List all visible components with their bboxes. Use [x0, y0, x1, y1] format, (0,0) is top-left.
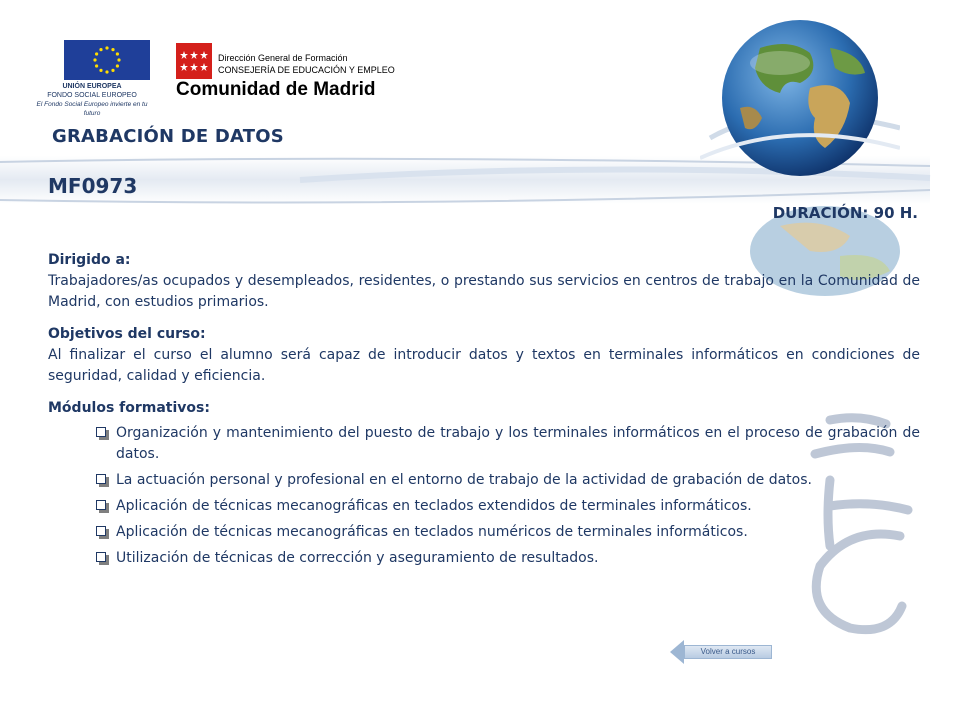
module-text: Aplicación de técnicas mecanográficas en teclados extendidos de terminales informáticos. [116, 498, 752, 514]
eu-line1: UNIÓN EUROPEA [62, 83, 122, 90]
checkbox-bullet-icon [96, 474, 106, 484]
modules-section [48, 398, 920, 569]
target-text: Trabajadores/as ocupados y desempleados, residentes, o prestando sus servicios en centros de trabajo en la Comunidad de Madrid, con estudios primarios. [48, 273, 920, 310]
back-arrow-icon [670, 640, 684, 664]
eu-logo [32, 40, 152, 117]
module-text: La actuación personal y profesional en el entorno de trabajo de la actividad de grabación de datos. [116, 472, 812, 488]
module-text: Aplicación de técnicas mecanográficas en teclados numéricos de terminales informáticos. [116, 524, 748, 540]
course-duration: DURACIÓN: 90 H. [772, 204, 918, 222]
eu-line2: FONDO SOCIAL EUROPEO [47, 92, 137, 99]
eu-line3: El Fondo Social Europeo invierte en tu futuro [36, 101, 148, 117]
checkbox-bullet-icon [96, 552, 106, 562]
checkbox-bullet-icon [96, 427, 106, 437]
module-item [96, 522, 920, 543]
target-section [48, 250, 920, 313]
checkbox-bullet-icon [96, 500, 106, 510]
back-button-label: Volver a cursos [684, 645, 772, 659]
objectives-text: Al finalizar el curso el alumno será capaz de introducir datos y textos en terminales informáticos en condiciones de seguridad, calidad y eficiencia. [48, 347, 920, 384]
objectives-section [48, 324, 920, 387]
course-code: MF0973 [48, 174, 138, 198]
madrid-line1: Dirección General de Formación [218, 53, 348, 63]
madrid-line3: Comunidad de Madrid [176, 79, 376, 100]
module-text: Organización y mantenimiento del puesto de trabajo y los terminales informáticos en el proceso de grabación de datos. [116, 425, 920, 462]
back-to-courses-button[interactable] [670, 640, 772, 664]
module-item [96, 470, 920, 491]
madrid-flag-icon [176, 43, 212, 79]
course-title: GRABACIÓN DE DATOS [52, 126, 284, 147]
module-item [96, 423, 920, 465]
target-heading: Dirigido a: [48, 252, 131, 268]
eu-flag-icon [64, 40, 150, 80]
module-item [96, 496, 920, 517]
modules-heading: Módulos formativos: [48, 400, 210, 416]
madrid-logo [176, 43, 396, 103]
module-text: Utilización de técnicas de corrección y aseguramiento de resultados. [116, 550, 599, 566]
modules-list [48, 423, 920, 569]
madrid-line2: CONSEJERÍA DE EDUCACIÓN Y EMPLEO [218, 65, 395, 75]
checkbox-bullet-icon [96, 526, 106, 536]
course-content [48, 250, 920, 580]
globe-icon [700, 18, 900, 188]
objectives-heading: Objetivos del curso: [48, 326, 206, 342]
module-item [96, 548, 920, 569]
